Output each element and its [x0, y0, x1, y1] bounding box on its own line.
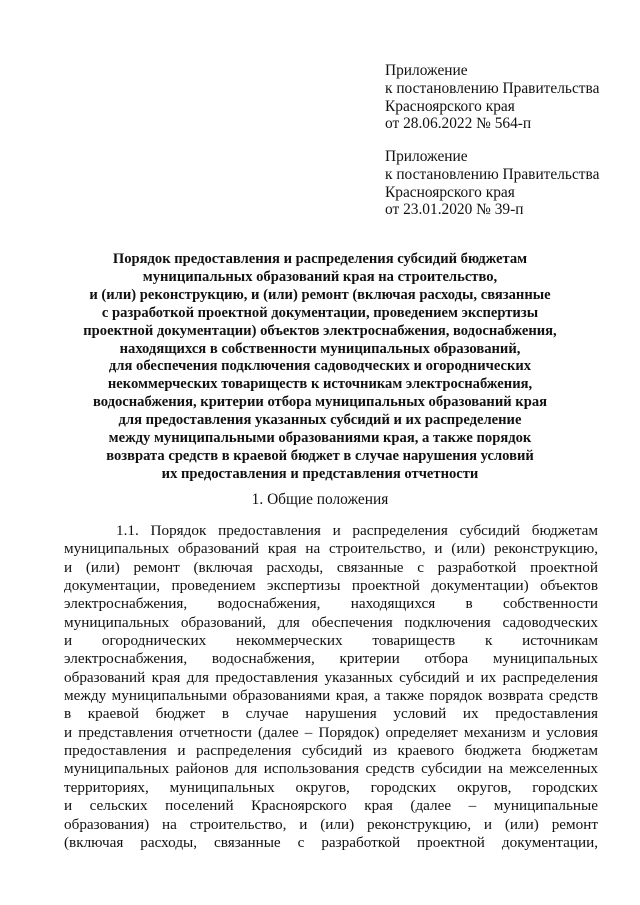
paragraph-line: и огороднических некоммерческих товариществ к источникам [64, 632, 598, 650]
title-line: муниципальных образований края на строительство, [142, 268, 498, 285]
paragraph-line: и (или) ремонт (включая расходы, связанные с разработкой проектной [64, 558, 598, 576]
title-line: некоммерческих товариществ к источникам электроснабжения, [107, 376, 533, 393]
title-line: водоснабжения, критерии отбора муниципальных образований края [92, 394, 548, 411]
title-line: для предоставления указанных субсидий и их распределение [118, 412, 522, 429]
document-title [60, 251, 580, 484]
paragraph-line: электроснабжения, водоснабжения, критерии отбора муниципальных [64, 650, 598, 668]
paragraph-line: образования) на строительство, и (или) реконструкцию, и (или) ремонт [64, 815, 598, 833]
paragraph-line: и представления отчетности (далее – Порядок) определяет механизм и условия [64, 723, 598, 741]
appendix-note-2022 [385, 62, 625, 133]
appendix-note-2020 [385, 148, 625, 219]
appendix-line: Красноярского края [385, 183, 515, 201]
appendix-line: к постановлению Правительства [385, 165, 600, 183]
section-heading: 1. Общие положения [251, 491, 389, 508]
paragraph-line: 1.1. Порядок предоставления и распределения субсидий бюджетам [116, 522, 598, 539]
paragraph-line: муниципальных образований края на строительство, и (или) реконструкцию, [64, 540, 598, 558]
paragraph-line: документации, проведением экспертизы проектной документации) объектов [64, 577, 598, 595]
paragraph-line: муниципальных районов для использования средств субсидии на межселенных [64, 760, 598, 778]
title-line: Порядок предоставления и распределения субсидий бюджетам [112, 251, 528, 267]
title-line: находящихся в собственности муниципальных образований, [119, 340, 521, 357]
paragraph-line: (включая расходы, связанные с разработкой проектной документации, [64, 833, 598, 851]
title-line: и (или) реконструкцию, и (или) ремонт (включая расходы, связанные [89, 286, 551, 303]
paragraph-line: предоставления и распределения субсидий из краевого бюджета бюджетам [64, 742, 598, 760]
paragraph-line: территориях, муниципальных округов, городских округов, городских [64, 778, 598, 796]
title-line: между муниципальными образованиями края, а также порядок [108, 430, 532, 447]
title-line: для обеспечения подключения садоводческих и огороднических [108, 358, 532, 375]
appendix-line: от 23.01.2020 № 39-п [385, 201, 524, 219]
appendix-line: Приложение [385, 148, 468, 165]
appendix-line: к постановлению Правительства [385, 79, 600, 97]
paragraph-line: электроснабжения, водоснабжения, находящихся в собственности [64, 595, 598, 613]
appendix-line: от 28.06.2022 № 564-п [385, 115, 532, 133]
paragraph-line: и сельских поселений Красноярского края (далее – муниципальные [64, 797, 598, 815]
paragraph-line: муниципальных образований, для обеспечения подключения садоводческих [64, 613, 598, 631]
title-line: проектной документации) объектов электроснабжения, водоснабжения, [83, 322, 557, 339]
appendix-line: Красноярского края [385, 97, 515, 115]
title-line: возврата средств в краевой бюджет в случае нарушения условий [106, 447, 534, 464]
title-line: их предоставления и представления отчетности [161, 465, 479, 482]
paragraph-line: образований края для предоставления указанных субсидий и их распределения [64, 668, 598, 686]
title-line: с разработкой проектной документации, проведением экспертизы [101, 304, 539, 321]
paragraph-1-1 [64, 522, 598, 852]
paragraph-line: в краевой бюджет в случае нарушения условий их предоставления [64, 705, 598, 723]
appendix-line: Приложение [385, 62, 468, 79]
paragraph-line: между муниципальными образованиями края, а также порядок возврата средств [64, 687, 598, 705]
